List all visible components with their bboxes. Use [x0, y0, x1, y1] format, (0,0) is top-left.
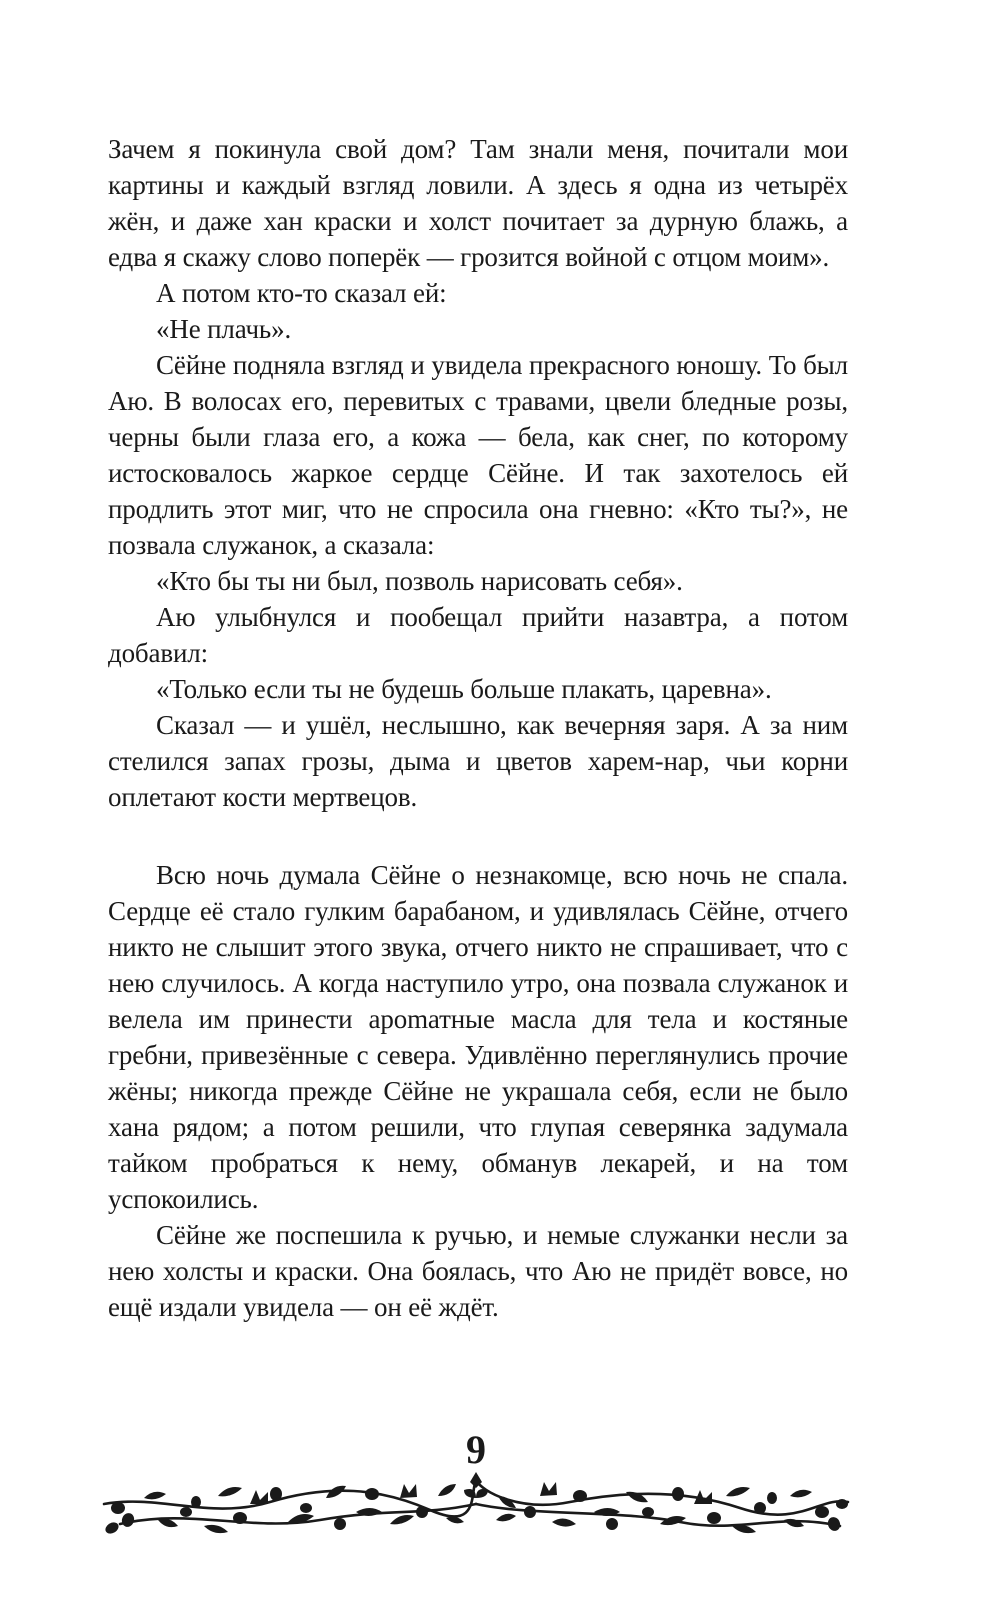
paragraph: Сёйне же поспешила к ручью, и немые служанки несли за нею холсты и краски. Она боялась, что Аю не придёт вовсе, но ещё издали увидела — он её ждёт.	[108, 1220, 848, 1322]
paragraph: «Не плачь».	[156, 314, 292, 344]
paragraph: Всю ночь думала Сёйне о незнакомце, всю ночь не спала. Сердце её стало гулким барабаном, и удивлялась Сёйне, отчего никто не слышит этого звука, отчего никто не спрашивает, что с нею случилось. А когда наступило утро, она позвала служанок и велела им принести ароmатные масла для тела и костяные гребни, привезённые с севера. Удивлённо переглянулись прочие жёны; никогда прежде Сёйне не украшала себя, если не было хана рядом; а потом решили, что глупая северянка задумала тайком пробраться к нему, обманув лекарей, и на том успокоились.	[108, 860, 848, 1214]
text-section-two	[108, 857, 848, 1325]
text-section-one	[108, 131, 848, 815]
paragraph: Аю улыбнулся и пообещал прийти назавтра, а потом добавил:	[108, 602, 848, 668]
paragraph: А потом кто-то сказал ей:	[156, 278, 447, 308]
paragraph: Сёйне подняла взгляд и увидела прекрасного юношу. То был Аю. В волосах его, перевитых с травами, цвели бледные розы, черны были глаза его, а кожа — бела, как снег, по которому истосковалось жаркое сердце Сёйне. И так захотелось ей продлить этот миг, что не спросила она гневно: «Кто ты?», не позвала служанок, а сказала:	[108, 350, 848, 560]
paragraph: Сказал — и ушёл, неслышно, как вечерняя заря. А за ним стелился запах грозы, дыма и цветов харем-нар, чьи корни оплетают кости мертвецов.	[108, 710, 848, 812]
page-number: 9	[466, 1427, 486, 1472]
paragraph: «Только если ты не будешь больше плакать, царевна».	[156, 674, 772, 704]
paragraph: «Кто бы ты ни был, позволь нарисовать себя».	[156, 566, 683, 596]
paragraph: Зачем я покинула свой дом? Там знали меня, почитали мои картины и каждый взгляд ловили. А здесь я одна из четырёх жён, и даже хан краски и холст почитает за дурную блажь, а едва я скажу слово поперёк — грозится войной с отцом моим».	[108, 134, 848, 272]
olive-branch-garland-icon	[100, 1468, 852, 1548]
